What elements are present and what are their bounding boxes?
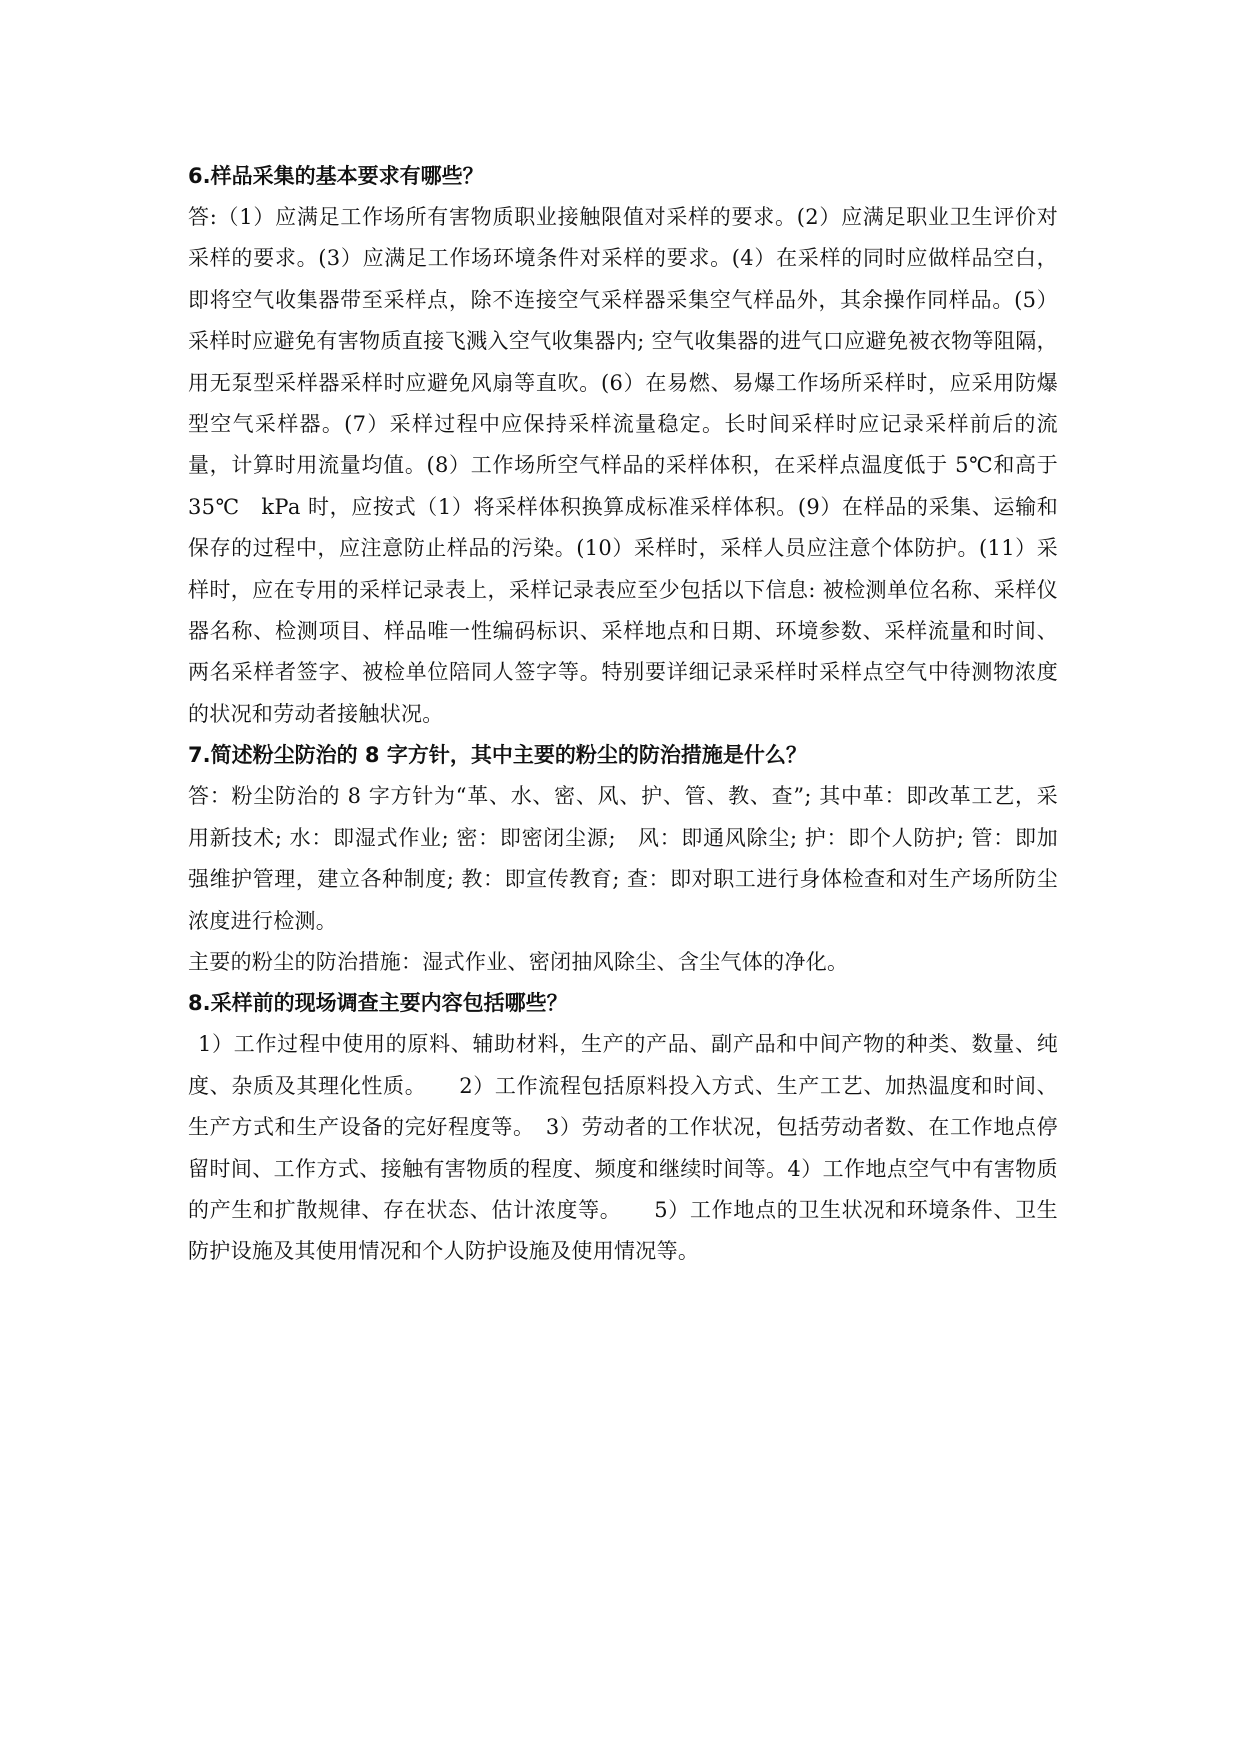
question-8-answer: 1）工作过程中使用的原料、辅助材料，生产的产品、副产品和中间产物的种类、数量、纯度、杂质及其理化性质。 2）工作流程包括原料投入方式、生产工艺、加热温度和时间、生产方式和生产设备的完好程度等。 3）劳动者的工作状况，包括劳动者数、在工作地点停留时间、工作方式、接触有害物质的程度、频度和继续时间等。4）工作地点空气中有害物质的产生和扩散规律、存在状态、估计浓度等。 5）工作地点的卫生状况和环境条件、卫生防护设施及其使用情况和个人防护设施及使用情况等。 (188, 1032, 1058, 1264)
question-7-measures: 主要的粉尘的防治措施：湿式作业、密闭抽风除尘、含尘气体的净化。 (188, 949, 849, 974)
question-7-answer: 答：粉尘防治的 8 字方针为“革、水、密、风、护、管、教、查”; 其中革：即改革工艺，采用新技术; 水：即湿式作业; 密：即密闭尘源; 风：即通风除尘; 护：即个人防护; 管：即加强维护管理，建立各种制度; 教：即宣传教育; 查：即对职工进行身体检查和对生产场所防尘浓度进行检测。 (188, 784, 1058, 933)
question-6-title: 6.样品采集的基本要求有哪些？ (188, 164, 484, 188)
question-8-title: 8.采样前的现场调查主要内容包括哪些？ (188, 991, 568, 1016)
question-7-title: 7.简述粉尘防治的 8 字方针，其中主要的粉尘的防治措施是什么？ (188, 743, 807, 768)
question-6-answer: 答:（1）应满足工作场所有害物质职业接触限值对采样的要求。(2）应满足职业卫生评价对采样的要求。(3）应满足工作场环境条件对采样的要求。(4）在采样的同时应做样品空白，即将空气收集器带至采样点，除不连接空气采样器采集空气样品外，其余操作同样品。(5）采样时应避免有害物质直接飞溅入空气收集器内; 空气收集器的进气口应避免被衣物等阻隔，用无泵型采样器采样时应避免风扇等直吹。(6）在易燃、易爆工作场所采样时，应采用防爆型空气采样器。(7）采样过程中应保持采样流量稳定。长时间采样时应记录采样前后的流量，计算时用流量均值。(8）工作场所空气样品的采样体积，在采样点温度低于 5℃和高于35℃ kPa 时，应按式（1）将采样体积换算成标准采样体积。(9）在样品的采集、运输和保存的过程中，应注意防止样品的污染。(10）采样时，采样人员应注意个体防护。(11）采样时，应在专用的采样记录表上，采样记录表应至少包括以下信息: 被检测单位名称、采样仪器名称、检测项目、样品唯一性编码标识、采样地点和日期、环境参数、采样流量和时间、两名采样者签字、被检单位陪同人签字等。特别要详细记录采样时采样点空气中待测物浓度的状况和劳动者接触状况。 (188, 205, 1058, 726)
document-page (188, 156, 1058, 1273)
